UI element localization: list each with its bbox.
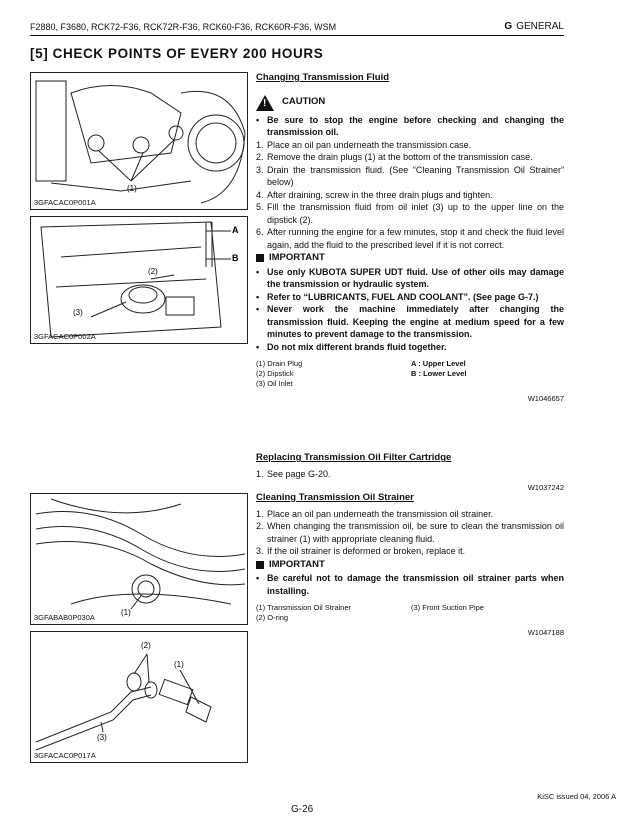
important-icon (256, 254, 264, 262)
important-heading: IMPORTANT (256, 559, 564, 572)
figure-dipstick-inlet (30, 216, 248, 344)
section-title: Cleaning Transmission Oil Strainer (256, 492, 414, 503)
step: 2. When changing the transmission oil, be sure to clean the transmission oil strainer (1) with appropriate cleaning fluid. (256, 521, 564, 544)
step: 6. After running the engine for a few minutes, stop it and check the fluid level again, add the fluid to the prescribed level if it is not correct. (256, 227, 564, 250)
caution-label: CAUTION (282, 96, 326, 108)
section-letter: G (504, 21, 513, 32)
fig2-label-2: (2) (148, 267, 158, 276)
reference-code: W1037242 (527, 483, 564, 492)
step: 1. Place an oil pan underneath the transmission case. (256, 139, 472, 150)
important-bullet: • Refer to “LUBRICANTS, FUEL AND COOLANT”. (See page G-7.) (256, 291, 539, 302)
caution-heading (256, 95, 564, 111)
step: 2. Remove the drain plugs (1) at the bottom of the transmission case. (256, 152, 533, 162)
figure-caption: 3GFACAC0P002A (34, 332, 96, 341)
header-models: F2880, F3680, RCK72-F36, RCK72R-F36, RCK60-F36, RCK60R-F36, WSM (30, 22, 337, 32)
important-heading: IMPORTANT (256, 252, 564, 265)
section-name: GENERAL (516, 21, 564, 32)
important-bullet: • Be careful not to damage the transmission oil strainer parts when installing. (256, 573, 564, 596)
figure-caption: 3GFACAC0P001A (34, 198, 96, 207)
page-title: [5] CHECK POINTS OF EVERY 200 HOURS (30, 46, 324, 61)
step: 4. After draining, screw in the three drain plugs and tighten. (256, 189, 493, 200)
figure-oil-strainer-location (30, 493, 248, 625)
page-number: G-26 (291, 804, 314, 815)
section-cleaning-strainer (256, 492, 564, 640)
step: 1. Place an oil pan underneath the transmission oil strainer. (256, 508, 494, 519)
section-title: Changing Transmission Fluid (256, 72, 390, 83)
header-section (504, 21, 564, 32)
step: 5. Fill the transmission fluid from oil inlet (3) up to the upper line on the dipstick (2). (256, 202, 564, 225)
section-changing-transmission-fluid (256, 72, 564, 406)
important-bullet: • Do not mix different brands fluid together. (256, 341, 447, 352)
figure-oil-strainer-parts (30, 631, 248, 763)
fig4-label-3: (3) (97, 733, 107, 742)
fig4-label-1: (1) (174, 660, 184, 669)
section-title: Replacing Transmission Oil Filter Cartridge (256, 452, 452, 463)
figure-drain-plugs (30, 72, 248, 210)
fig1-label-1: (1) (127, 184, 137, 193)
footer-issued: KiSC issued 04, 2006 A (537, 792, 616, 801)
section-replacing-filter (256, 452, 564, 495)
important-icon (256, 561, 264, 569)
fig4-label-2: (2) (141, 641, 151, 650)
step: 3. Drain the transmission fluid. (See “Cleaning Transmission Oil Strainer” below) (256, 164, 564, 187)
figure-caption: 3GFABAB0P030A (34, 613, 95, 622)
fig2-label-3: (3) (73, 308, 83, 317)
caution-bullet: • Be sure to stop the engine before checking and changing the transmission oil. (256, 114, 564, 137)
fig2-label-a: A (232, 225, 239, 235)
header-rule (30, 35, 564, 36)
reference-code: W1046657 (527, 394, 564, 403)
legend: (1) Transmission Oil Strainer (3) Front Suction Pipe (2) O-ring (256, 603, 484, 622)
important-bullet: • Never work the machine immediately after changing the transmission fluid. Keeping the engine at medium speed for a few minutes to prevent damage to the transmission. (256, 304, 564, 339)
warning-icon: ! (256, 95, 274, 111)
fig3-label-1: (1) (121, 608, 131, 617)
reference-code: W1047188 (527, 628, 564, 637)
step: 1. See page G-20. (256, 468, 331, 479)
step: 3. If the oil strainer is deformed or broken, replace it. (256, 546, 466, 556)
fig2-label-b: B (232, 253, 239, 263)
figure-caption: 3GFACAC0P017A (34, 751, 96, 760)
important-bullet: • Use only KUBOTA SUPER UDT fluid. Use of other oils may damage the transmission or hydraulic system. (256, 266, 564, 289)
legend: (1) Drain Plug A : Upper Level (2) Dipstick B : Lower Level (3) Oil Inlet (256, 359, 467, 388)
